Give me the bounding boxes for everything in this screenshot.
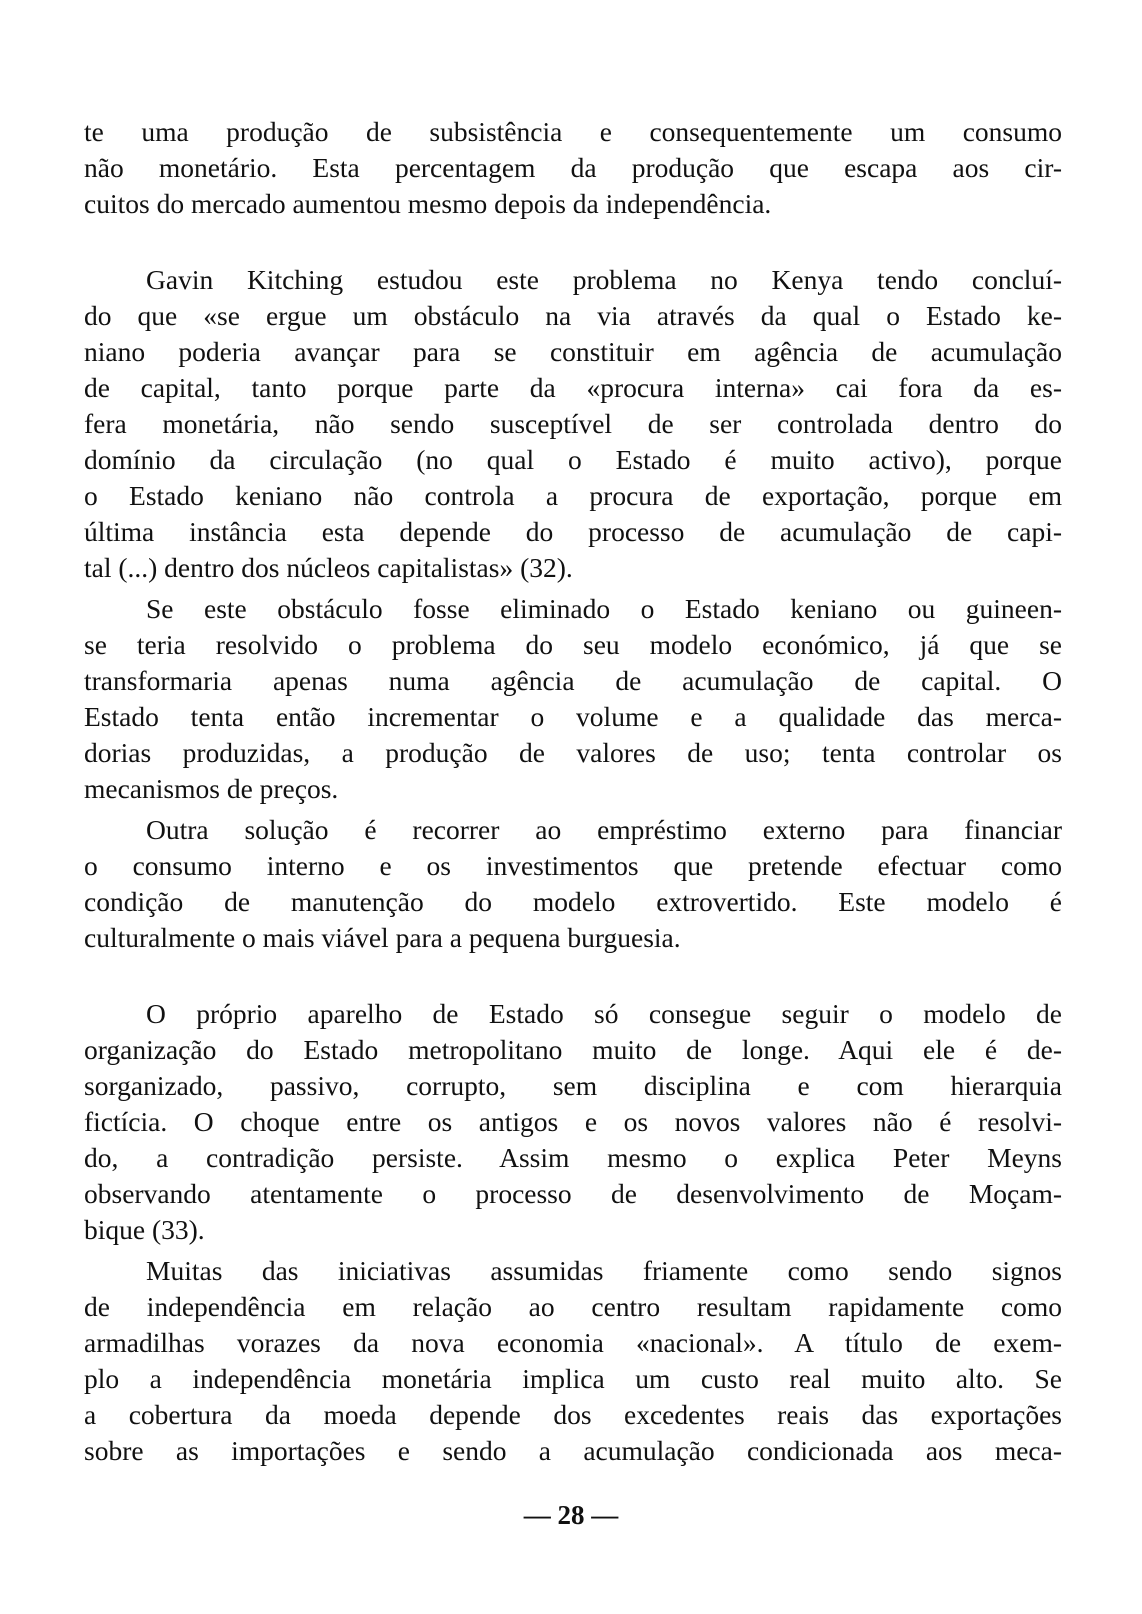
paragraph-3 [84,591,1062,807]
text-line: do que «se ergue um obstáculo na via através da qual o Estado ke- [84,300,1062,331]
text-line: fera monetária, não sendo susceptível de ser controlada dentro do [84,408,1062,439]
text-line: Estado tenta então incrementar o volume e a qualidade das merca- [84,701,1062,732]
text-line: sobre as importações e sendo a acumulação condicionada aos meca- [84,1435,1062,1466]
text-line: condição de manutenção do modelo extrovertido. Este modelo é [84,886,1062,917]
paragraph-1 [84,114,1062,222]
text-line: plo a independência monetária implica um custo real muito alto. Se [84,1363,1062,1394]
text-line: última instância esta depende do processo de acumulação de capi- [84,516,1062,547]
text-line: não monetário. Esta percentagem da produção que escapa aos cir- [84,152,1062,183]
text-line: armadilhas vorazes da nova economia «nacional». A título de exem- [84,1327,1062,1358]
page-body [84,114,1062,1469]
paragraph-2 [84,262,1062,586]
text-line: dorias produzidas, a produção de valores de uso; tenta controlar os [84,737,1062,768]
paragraph-5 [84,996,1062,1248]
paragraph-4 [84,812,1062,956]
text-line: tal (...) dentro dos núcleos capitalistas» (32). [84,552,573,583]
text-line: cuitos do mercado aumentou mesmo depois da independência. [84,188,772,219]
text-line: culturalmente o mais viável para a pequena burguesia. [84,922,681,953]
text-line: a cobertura da moeda depende dos excedentes reais das exportações [84,1399,1062,1430]
paragraph-6 [84,1253,1062,1469]
text-line: organização do Estado metropolitano muito de longe. Aqui ele é de- [84,1034,1062,1065]
text-line: sorganizado, passivo, corrupto, sem disciplina e com hierarquia [84,1070,1062,1101]
text-line: te uma produção de subsistência e consequentemente um consumo [84,116,1062,147]
text-line: de independência em relação ao centro resultam rapidamente como [84,1291,1062,1322]
text-line: se teria resolvido o problema do seu modelo económico, já que se [84,629,1062,660]
text-line: de capital, tanto porque parte da «procura interna» cai fora da es- [84,372,1062,403]
page-number: — 28 — [523,1500,619,1530]
text-line: transformaria apenas numa agência de acumulação de capital. O [84,665,1062,696]
text-line: do, a contradição persiste. Assim mesmo o explica Peter Meyns [84,1142,1062,1173]
text-line: fictícia. O choque entre os antigos e os novos valores não é resolvi- [84,1106,1062,1137]
text-line: o consumo interno e os investimentos que pretende efectuar como [84,850,1062,881]
text-line: Se este obstáculo fosse eliminado o Estado keniano ou guineen- [146,593,1062,624]
text-line: o Estado keniano não controla a procura de exportação, porque em [84,480,1062,511]
text-line: domínio da circulação (no qual o Estado é muito activo), porque [84,444,1062,475]
text-line: observando atentamente o processo de desenvolvimento de Moçam- [84,1178,1062,1209]
text-line: niano poderia avançar para se constituir em agência de acumulação [84,336,1062,367]
text-line: Gavin Kitching estudou este problema no Kenya tendo concluí- [146,264,1062,295]
text-line: Muitas das iniciativas assumidas friamente como sendo signos [146,1255,1062,1286]
text-line: bique (33). [84,1214,205,1245]
text-line: O próprio aparelho de Estado só consegue seguir o modelo de [146,998,1062,1029]
text-line: Outra solução é recorrer ao empréstimo externo para financiar [146,814,1062,845]
text-line: mecanismos de preços. [84,773,339,804]
